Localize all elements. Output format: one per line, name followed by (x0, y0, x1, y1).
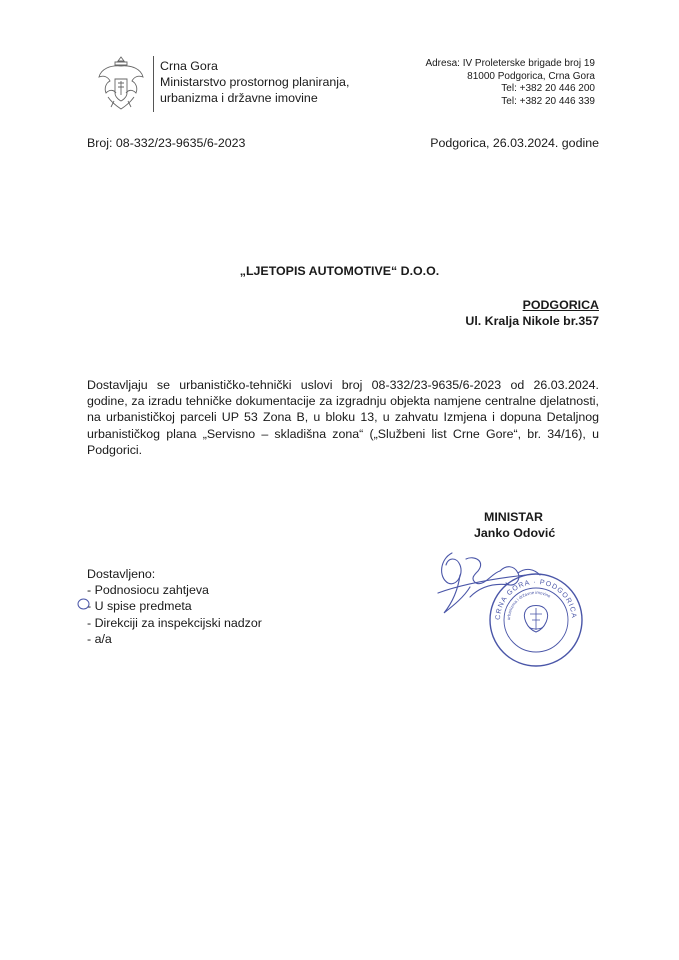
delivered-heading: Dostavljeno: (87, 567, 156, 581)
signatory-name: Janko Odović (474, 526, 556, 540)
ministry-name (160, 58, 349, 106)
delivered-item: - U spise predmeta (87, 599, 192, 614)
contact-block (425, 58, 595, 108)
official-stamp (486, 570, 586, 670)
contact-phone-2: Tel: +382 20 446 339 (501, 95, 595, 107)
delivered-item: - Direkciji za inspekcijski nadzor (87, 615, 262, 630)
contact-phone-1: Tel: +382 20 446 200 (501, 83, 595, 94)
recipient-city: PODGORICA (522, 298, 599, 312)
recipient-company: „LJETOPIS AUTOMOTIVE“ D.O.O. (239, 264, 440, 278)
coat-of-arms-icon (96, 55, 146, 111)
ministry-line-name: Ministarstvo prostornog planiranja, (160, 75, 350, 89)
delivered-item: - a/a (87, 631, 112, 646)
header-divider (153, 56, 154, 112)
signatory-title: MINISTAR (484, 510, 543, 524)
stamp-outer-text: CRNA GORA · PODGORICA (494, 578, 578, 621)
place-and-date: Podgorica, 26.03.2024. godine (430, 136, 599, 150)
delivered-list (87, 566, 262, 647)
stamp-inner-text: urbanizma i državne imovine (505, 589, 552, 621)
recipient-street: Ul. Kralja Nikole br.357 (465, 314, 599, 328)
delivered-item: - Podnosiocu zahtjeva (87, 583, 209, 598)
contact-address: Adresa: IV Proleterske brigade broj 19 (425, 58, 595, 69)
ministry-line-country: Crna Gora (160, 59, 218, 73)
contact-postal: 81000 Podgorica, Crna Gora (467, 70, 595, 82)
body-paragraph: Dostavljaju se urbanističko-tehnički uslovi broj 08-332/23-9635/6-2023 od 26.03.2024. godine, za izradu tehničke dokumentacije za izgradnju objekta namjene centralne djelatnosti, na urbanističkoj parceli UP 53 Zona B, u bloku 13, u zahvatu Izmjena i dopuna Detaljnog urbanističkog plana „Servisno – skladišna zona“ („Službeni list Crne Gore“, br. 34/16), u Podgorici. (87, 378, 599, 457)
reference-number: Broj: 08-332/23-9635/6-2023 (87, 136, 246, 150)
ministry-line-name-cont: urbanizma i državne imovine (160, 91, 318, 105)
handwritten-circle-mark (77, 598, 90, 610)
